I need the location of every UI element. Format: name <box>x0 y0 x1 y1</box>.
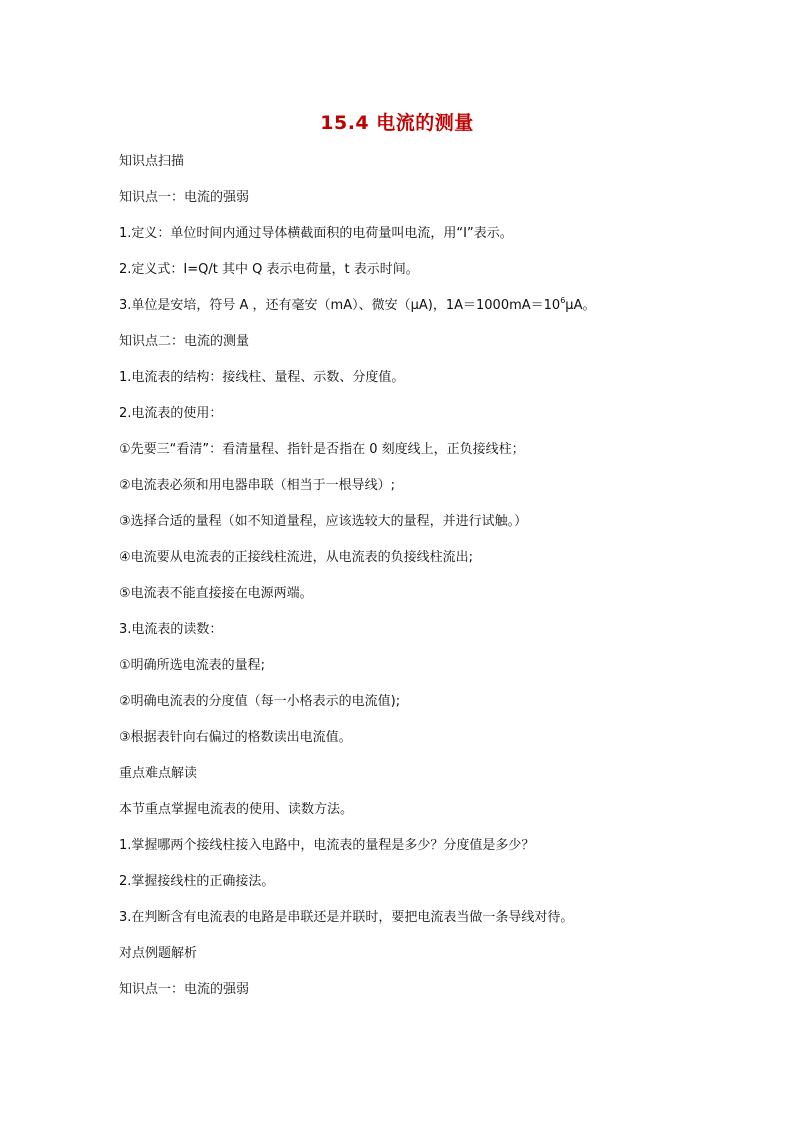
list-item-usage-3: ③选择合适的量程（如不知道量程，应该选较大的量程，并进行试触。） <box>119 514 528 529</box>
list-item-usage-5: ⑤电流表不能直接接在电源两端。 <box>119 586 313 601</box>
list-item-key-3: 3.在判断含有电流表的电路是串联还是并联时，要把电流表当做一条导线对待。 <box>119 910 574 925</box>
paragraph-key-focus: 本节重点掌握电流表的使用、读数方法。 <box>119 802 354 817</box>
subsection-heading-current-measurement: 知识点二：电流的测量 <box>119 334 250 349</box>
subsection-heading-example-current-strength: 知识点一：电流的强弱 <box>119 982 250 997</box>
list-item-usage-2: ②电流表必须和用电器串联（相当于一根导线）; <box>119 478 396 493</box>
paragraph-ammeter-structure: 1.电流表的结构：接线柱、量程、示数、分度值。 <box>119 370 405 385</box>
list-item-usage-1: ①先要三“看清”：看清量程、指针是否指在 0 刻度线上，正负接线柱； <box>119 442 525 457</box>
subsection-heading-current-strength: 知识点一：电流的强弱 <box>119 190 250 205</box>
list-item-usage-4: ④电流要从电流表的正接线柱流进，从电流表的负接线柱流出; <box>119 550 474 565</box>
section-heading-knowledge-scan: 知识点扫描 <box>119 154 185 169</box>
paragraph-definition: 1.定义：单位时间内通过导体横截面积的电荷量叫电流，用“I”表示。 <box>119 226 513 241</box>
section-heading-examples: 对点例题解析 <box>119 946 198 961</box>
paragraph-ammeter-reading: 3.电流表的读数： <box>119 622 223 637</box>
paragraph-ammeter-usage: 2.电流表的使用： <box>119 406 223 421</box>
units-tail: μA。 <box>565 298 596 313</box>
list-item-key-1: 1.掌握哪两个接线柱接入电路中，电流表的量程是多少？分度值是多少？ <box>119 838 535 853</box>
paragraph-formula: 2.定义式：I=Q/t 其中 Q 表示电荷量，t 表示时间。 <box>119 262 419 277</box>
paragraph-units <box>119 297 595 315</box>
list-item-reading-1: ①明确所选电流表的量程; <box>119 658 266 673</box>
units-text: 3.单位是安培，符号 A ，还有毫安（mA）、微安（μA)，1A＝1000mA＝10 <box>119 298 561 313</box>
list-item-reading-3: ③根据表针向右偏过的格数读出电流值。 <box>119 730 352 745</box>
document-title: 15.4 电流的测量 <box>320 112 474 134</box>
section-heading-key-points: 重点难点解读 <box>119 766 198 781</box>
unit-exponent: 6 <box>560 296 566 305</box>
list-item-key-2: 2.掌握接线柱的正确接法。 <box>119 874 275 889</box>
list-item-reading-2: ②明确电流表的分度值（每一小格表示的电流值); <box>119 694 401 709</box>
